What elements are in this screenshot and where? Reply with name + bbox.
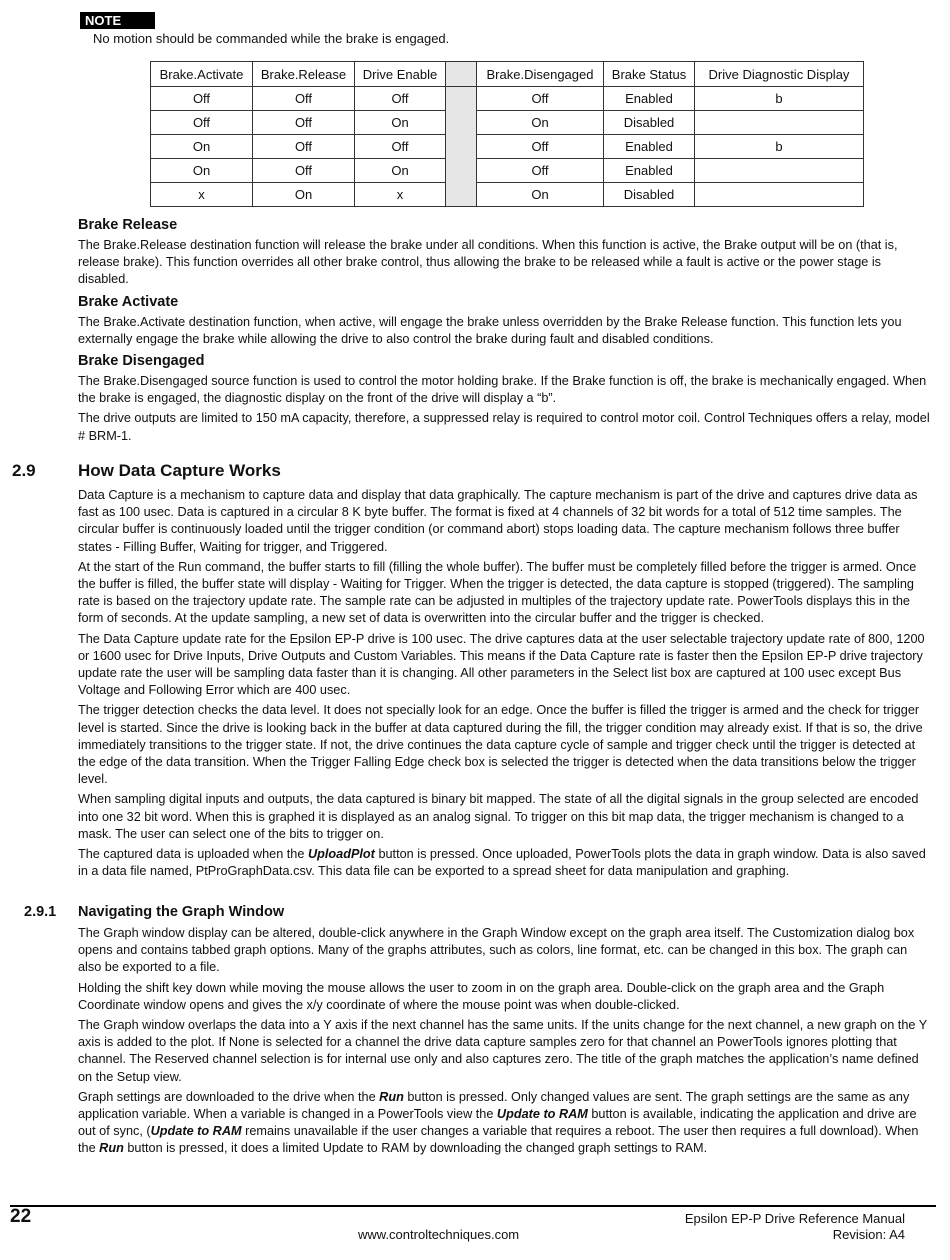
- header-drive-diagnostic-display: Drive Diagnostic Display: [695, 62, 864, 87]
- table-cell: Off: [477, 87, 604, 111]
- brake-disengaged-paragraph-2: The drive outputs are limited to 150 mA capacity, therefore, a suppressed relay is required to control motor coil. Control Techniques offers a relay, model # BRM-1.: [78, 411, 930, 443]
- graph-window-paragraph: The Graph window display can be altered, double-click anywhere in the Graph Window except on the graph area itself. The Customization dialog box opens and contains tabbed graph options. Many of the graphs attributes, such as colors, line format, etc. can be changed in this box. The graph can also be exported to a file.: [78, 926, 915, 975]
- brake-activate-heading: Brake Activate: [78, 293, 179, 310]
- note-text: No motion should be commanded while the brake is engaged.: [93, 31, 450, 46]
- table-cell: Off: [355, 87, 446, 111]
- table-cell: Off: [355, 135, 446, 159]
- table-cell: [695, 183, 864, 207]
- brake-disengaged-paragraph: The Brake.Disengaged source function is used to control the motor holding brake. If the Brake function is off, the brake is mechanically engaged. When the brake is engaged, the diagnostic display on the front of the drive will display a “b”.: [78, 374, 927, 406]
- text-run: remains unavailable if the user changes a variable that requires a reboot. The user then requires a full download). When the: [78, 1124, 919, 1156]
- table-cell: On: [477, 183, 604, 207]
- data-capture-paragraph: When sampling digital inputs and outputs, the data captured is binary bit mapped. The state of all the digital signals in the group selected are encoded into one 32 bit word. When this is graphed it is displayed as an analog signal. To trigger on this bit map data, the trigger mechanism is changed to a mask. The user can select one of the bits to trigger on.: [78, 792, 919, 841]
- text-run: The captured data is uploaded when the: [78, 847, 308, 862]
- table-cell: Enabled: [604, 87, 695, 111]
- upload-plot-term: UploadPlot: [307, 847, 375, 862]
- website-link[interactable]: www.controltechniques.com: [358, 1227, 520, 1242]
- table-cell: b: [695, 87, 864, 111]
- table-cell: x: [151, 183, 253, 207]
- section-title: How Data Capture Works: [78, 461, 281, 480]
- footer-divider: [10, 1205, 936, 1207]
- table-cell: Enabled: [604, 135, 695, 159]
- table-cell: On: [355, 159, 446, 183]
- update-to-ram-term: Update to RAM: [496, 1107, 588, 1122]
- table-cell: Off: [151, 111, 253, 135]
- table-row: [151, 159, 864, 183]
- brake-activate-paragraph: The Brake.Activate destination function, when active, will engage the brake unless overridden by the Brake Release function. This function lets you externally engage the brake while allowing the drive to also control the brake during fault and disabled conditions.: [78, 314, 902, 346]
- header-drive-enable: Drive Enable: [355, 62, 446, 87]
- graph-window-paragraph: The Graph window overlaps the data into a Y axis if the next channel has the same units. If the units change for the next channel, a new graph on the Y axis is added to the plot. If None is selected for a channel the drive data capture samples zero for that channel an PowerTools ignores plotting that channel. The Reserved channel selection is for internal use only and also captures zero. The title of the graph matches the application’s name defined on the Setup view.: [78, 1018, 927, 1084]
- table-cell: On: [355, 111, 446, 135]
- table-cell: Disabled: [604, 111, 695, 135]
- run-term: Run: [99, 1141, 124, 1156]
- text-run: button is available, indicating the application and drive are out of sync, (: [78, 1107, 917, 1139]
- table-row: [151, 87, 864, 111]
- table-cell: Disabled: [604, 183, 695, 207]
- table-cell: Off: [151, 87, 253, 111]
- graph-window-paragraph: Holding the shift key down while moving the mouse allows the user to zoom in on the graph area. Double-click on the graph area and the Graph Coordinate window opens and gives the x/y coordinate of where the mouse point was when double-clicked.: [78, 980, 885, 1012]
- table-cell: [695, 111, 864, 135]
- data-capture-paragraph: The trigger detection checks the data level. It does not specially look for an edge. Once the buffer is filled the trigger is armed and the check for trigger level is started. Since the drive is looking back in the buffer at data captured during the fill, the trigger condition may already exist. If that is so, the drive immediately transitions to the trigger state. If not, the drive continues the data capture cycle of sample and trigger check until the trigger is detected at the edge of the data transition. When the Trigger Falling Edge check box is selected the trigger is detected when the data transitions below the trigger level.: [78, 703, 923, 787]
- data-capture-paragraph: Data Capture is a mechanism to capture data and display that data graphically. The capture mechanism is part of the drive and captures drive data as fast as 100 usec. Data is captured in a circular 8 K byte buffer. The format is fixed at 4 channels of 32 bit words for a total of 512 time samples. The circular buffer is continuously loaded until the trigger condition (or command abort) stops loading data. The capture mechanism follows three buffer states - Filling Buffer, Waiting for trigger, and Triggered.: [78, 488, 918, 554]
- table-cell: Off: [253, 159, 355, 183]
- table-cell: On: [477, 111, 604, 135]
- revision-label: Revision: A4: [832, 1227, 905, 1242]
- brake-state-table: [150, 61, 864, 207]
- text-run: button is pressed, it does a limited Update to RAM by downloading the changed graph settings to RAM.: [123, 1141, 708, 1156]
- brake-disengaged-heading: Brake Disengaged: [78, 353, 205, 370]
- table-cell: [695, 159, 864, 183]
- table-cell: Off: [253, 135, 355, 159]
- brake-release-heading: Brake Release: [78, 217, 178, 233]
- data-capture-body: [78, 487, 933, 883]
- text-run: button is pressed. Once uploaded, PowerTools plots the data in graph window. Data is also saved in a data file named, PtProGraphData.csv. This data file can be exported to a spread sheet for data manipulation and graphing.: [78, 847, 926, 879]
- data-capture-paragraph: The Data Capture update rate for the Epsilon EP-P drive is 100 usec. The drive captures data at the user selectable trajectory update rate of 800, 1200 or 1600 usec for Drive Inputs, Drive Outputs and Custom Variables. This means if the Data Capture rate is faster then the Epsilon EP-P drive trajectory update rate the user will be sampling data faster than it is changing. All other parameters in the Select list box are captured at 100 usec except Bus Voltage and Following Error which are 400 usec.: [78, 631, 925, 698]
- table-row: [151, 111, 864, 135]
- manual-title: Epsilon EP-P Drive Reference Manual: [684, 1211, 905, 1226]
- brake-release-paragraph: The Brake.Release destination function will release the brake under all conditions. When this function is active, the Brake output will be on (that is, release brake). This function overrides all other brake control, thus allowing the brake to be released while a fault is active or the power stage is disabled.: [78, 238, 898, 287]
- table-spacer-column: [446, 62, 477, 87]
- header-brake-release: Brake.Release: [253, 62, 355, 87]
- table-cell: On: [253, 183, 355, 207]
- table-row: [151, 183, 864, 207]
- table-cell: Off: [477, 159, 604, 183]
- table-cell: Off: [253, 87, 355, 111]
- subsection-number: 2.9.1: [24, 904, 57, 920]
- table-header-row: [151, 62, 864, 87]
- data-capture-paragraph: At the start of the Run command, the buffer starts to fill (filling the whole buffer). The buffer must be completely filled before the trigger is armed. Once the buffer is filled, the buffer state will display - Waiting for Trigger. When the trigger is detected, the data capture is stopped (triggered). The sampling rate is based on the trajectory update rate. The sample rate can be adjusted in multiples of the trajectory update rate. PowerTools displays this in the form of seconds. At the update sampling, a new set of data is overwritten into the circular buffer and the trigger is checked.: [78, 559, 917, 626]
- header-brake-activate: Brake.Activate: [151, 62, 253, 87]
- table-cell: On: [151, 159, 253, 183]
- table-cell: Off: [477, 135, 604, 159]
- data-capture-paragraph: [78, 846, 933, 880]
- table-cell: b: [695, 135, 864, 159]
- update-to-ram-term: Update to RAM: [150, 1124, 242, 1139]
- footer-manual-info: [685, 1211, 905, 1243]
- text-run: Graph settings are downloaded to the drive when the: [78, 1089, 380, 1104]
- brake-sections: [78, 215, 933, 448]
- table-cell: On: [151, 135, 253, 159]
- table-cell: x: [355, 183, 446, 207]
- section-number: 2.9: [12, 461, 36, 480]
- note-label: NOTE: [80, 12, 155, 29]
- graph-window-body: [78, 925, 933, 1161]
- table-cell: Enabled: [604, 159, 695, 183]
- table-row: [151, 135, 864, 159]
- table-cell: Off: [253, 111, 355, 135]
- header-brake-disengaged: Brake.Disengaged: [477, 62, 604, 87]
- header-brake-status: Brake Status: [604, 62, 695, 87]
- text-run: button is pressed. Only changed values are sent. The graph settings are the same as any application variable. When a variable is changed in a PowerTools view the: [78, 1089, 910, 1122]
- page-number: 22: [10, 1206, 32, 1227]
- subsection-title: Navigating the Graph Window: [78, 904, 285, 920]
- run-term: Run: [379, 1089, 404, 1104]
- graph-window-paragraph: [78, 1089, 933, 1158]
- table-spacer-column: [446, 87, 477, 207]
